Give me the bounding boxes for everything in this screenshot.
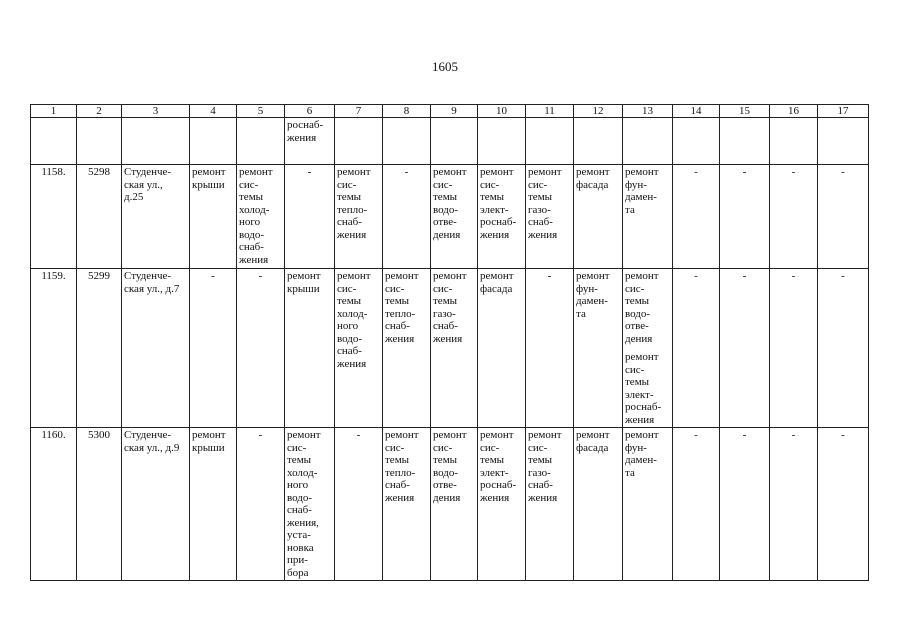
work-type-text: ремонт сис- темы газо- снаб- жения xyxy=(528,429,562,504)
work-type-text: ремонт сис- темы элект- роснаб- жения xyxy=(625,351,662,426)
work-type-text: ремонт крыши xyxy=(287,270,321,295)
work-type-text: ремонт сис- темы газо- снаб- жения xyxy=(528,166,562,241)
table-cell xyxy=(190,118,237,165)
column-number-header: 15 xyxy=(720,105,770,118)
work-type-cell xyxy=(526,269,574,428)
work-type-cell xyxy=(383,269,431,428)
empty-cell: - xyxy=(770,428,818,581)
column-number-header: 10 xyxy=(478,105,526,118)
building-code-cell: 5298 xyxy=(77,165,122,269)
work-type-cell xyxy=(431,165,478,269)
work-type-text: ремонт сис- темы холод- ного водо- снаб- жения, уста- новка при- бора xyxy=(287,429,321,579)
work-type-text: ремонт сис- темы водо- отве- дения xyxy=(433,166,467,241)
work-type-text: ремонт сис- темы элект- роснаб- жения xyxy=(480,166,517,241)
work-type-text: - xyxy=(211,270,215,282)
column-number-header: 17 xyxy=(818,105,869,118)
table-cell xyxy=(383,118,431,165)
work-type-cell xyxy=(237,269,285,428)
work-type-cell xyxy=(237,428,285,581)
work-type-cell xyxy=(623,165,673,269)
empty-cell: - xyxy=(720,165,770,269)
work-type-cell xyxy=(190,165,237,269)
work-type-cell xyxy=(574,428,623,581)
work-type-cell xyxy=(431,428,478,581)
table-cell xyxy=(720,118,770,165)
table-row xyxy=(31,269,869,428)
column-number-header: 11 xyxy=(526,105,574,118)
column-number-header: 14 xyxy=(673,105,720,118)
table-cell xyxy=(673,118,720,165)
empty-cell: - xyxy=(673,269,720,428)
work-type-cell xyxy=(237,165,285,269)
work-type-cell xyxy=(335,428,383,581)
row-number-cell: 1160. xyxy=(31,428,77,581)
work-type-cell xyxy=(190,269,237,428)
table-cell xyxy=(818,118,869,165)
work-type-cell xyxy=(623,428,673,581)
work-type-text: ремонт фун- дамен- та xyxy=(576,270,610,320)
column-number-header: 9 xyxy=(431,105,478,118)
work-type-cell xyxy=(335,269,383,428)
column-number-header: 13 xyxy=(623,105,673,118)
work-type-cell xyxy=(285,165,335,269)
column-number-header: 1 xyxy=(31,105,77,118)
work-type-text: ремонт фасада xyxy=(576,166,610,191)
table-cell xyxy=(623,118,673,165)
work-type-text: ремонт фасада xyxy=(576,429,610,454)
work-type-text: - xyxy=(547,270,552,282)
work-type-text: ремонт сис- темы водо- отве- дения xyxy=(433,429,467,504)
work-type-text: ремонт сис- темы водо- отве- дения xyxy=(625,270,659,345)
table-cell xyxy=(122,118,190,165)
table-row xyxy=(31,165,869,269)
repair-schedule-table xyxy=(30,104,869,581)
work-type-cell xyxy=(190,428,237,581)
table-cell xyxy=(770,118,818,165)
column-number-header: 3 xyxy=(122,105,190,118)
empty-cell: - xyxy=(673,428,720,581)
table-cell xyxy=(574,118,623,165)
table-cell xyxy=(237,118,285,165)
table-cell xyxy=(431,118,478,165)
work-type-cell xyxy=(335,165,383,269)
work-type-text: ремонт фасада xyxy=(480,270,514,295)
work-type-cell xyxy=(285,269,335,428)
work-type-cell xyxy=(478,428,526,581)
work-type-cell xyxy=(574,165,623,269)
work-type-cell xyxy=(574,269,623,428)
work-type-cell xyxy=(478,269,526,428)
address-cell: Студенче- ская ул., д.25 xyxy=(122,165,190,269)
work-type-cell xyxy=(431,269,478,428)
table-cell xyxy=(31,118,77,165)
table-row xyxy=(31,428,869,581)
work-type-cell xyxy=(478,165,526,269)
empty-cell: - xyxy=(818,428,869,581)
work-type-cell xyxy=(526,428,574,581)
column-number-row xyxy=(31,105,869,118)
empty-cell: - xyxy=(770,165,818,269)
work-type-text: ремонт сис- темы газо- снаб- жения xyxy=(433,270,467,345)
empty-cell: - xyxy=(770,269,818,428)
work-type-text: ремонт фун- дамен- та xyxy=(625,166,659,216)
page-number: 1605 xyxy=(432,59,458,74)
address-cell: Студенче- ская ул., д.9 xyxy=(122,428,190,581)
work-type-text: ремонт сис- темы тепло- снаб- жения xyxy=(337,166,371,241)
column-number-header: 16 xyxy=(770,105,818,118)
table-cell xyxy=(77,118,122,165)
table-cell xyxy=(478,118,526,165)
building-code-cell: 5300 xyxy=(77,428,122,581)
work-type-text: ремонт крыши xyxy=(192,429,226,454)
table-cell xyxy=(526,118,574,165)
work-type-text: ремонт крыши xyxy=(192,166,226,191)
row-number-cell: 1159. xyxy=(31,269,77,428)
column-number-header: 12 xyxy=(574,105,623,118)
work-type-text: - xyxy=(404,166,409,178)
empty-cell: - xyxy=(818,165,869,269)
column-number-header: 2 xyxy=(77,105,122,118)
row-number-cell: 1158. xyxy=(31,165,77,269)
building-code-cell: 5299 xyxy=(77,269,122,428)
empty-cell: - xyxy=(818,269,869,428)
work-type-text: ремонт фун- дамен- та xyxy=(625,429,659,479)
work-type-cell xyxy=(285,428,335,581)
work-type-cell xyxy=(623,269,673,428)
work-type-text: ремонт сис- темы холод- ного водо- снаб- жения xyxy=(337,270,371,370)
work-type-cell xyxy=(383,165,431,269)
work-type-cell xyxy=(383,428,431,581)
column-number-header: 6 xyxy=(285,105,335,118)
work-type-text: - xyxy=(258,270,263,282)
address-cell: Студенче- ская ул., д.7 xyxy=(122,269,190,428)
continuation-row xyxy=(31,118,869,165)
column-number-header: 7 xyxy=(335,105,383,118)
empty-cell: - xyxy=(720,428,770,581)
work-type-cell xyxy=(526,165,574,269)
column-number-header: 5 xyxy=(237,105,285,118)
work-type-text: ремонт сис- темы тепло- снаб- жения xyxy=(385,270,419,345)
empty-cell: - xyxy=(673,165,720,269)
column-number-header: 4 xyxy=(190,105,237,118)
work-type-text: ремонт сис- темы тепло- снаб- жения xyxy=(385,429,419,504)
work-type-text: - xyxy=(307,166,312,178)
work-type-text: - xyxy=(356,429,361,441)
table-cell: роснаб- жения xyxy=(285,118,335,165)
work-type-text: - xyxy=(258,429,263,441)
table-cell xyxy=(335,118,383,165)
work-type-text: ремонт сис- темы элект- роснаб- жения xyxy=(480,429,517,504)
column-number-header: 8 xyxy=(383,105,431,118)
work-type-text: ремонт сис- темы холод- ного водо- снаб- жения xyxy=(239,166,273,266)
empty-cell: - xyxy=(720,269,770,428)
